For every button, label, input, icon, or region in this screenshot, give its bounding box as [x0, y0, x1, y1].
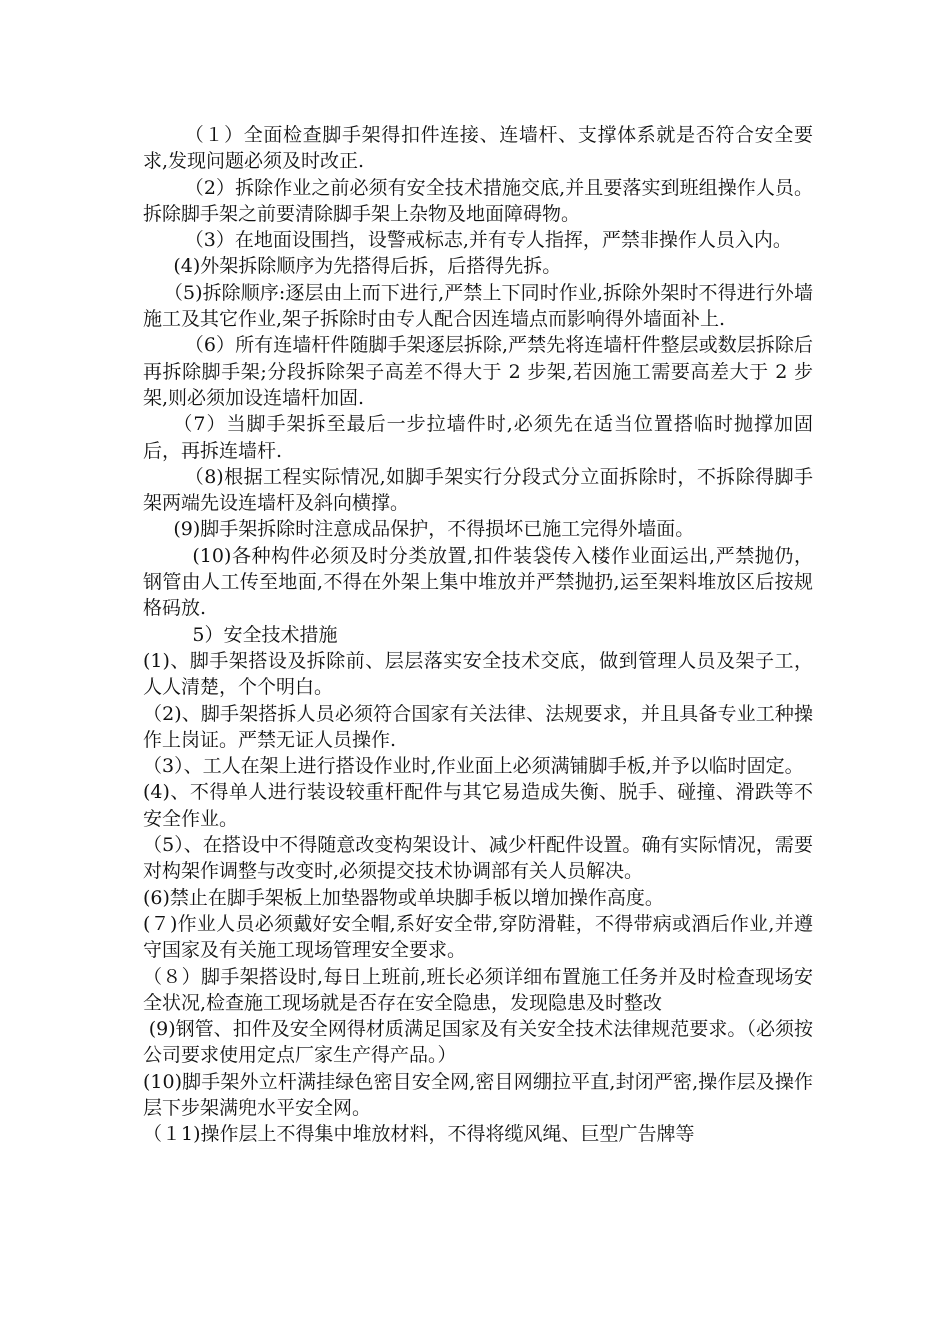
- paragraph-2: （2）拆除作业之前必须有安全技术措施交底,并且要落实到班组操作人员。拆除脚手架之前要清除脚手架上杂物及地面障碍物。: [143, 176, 813, 225]
- paragraph-17: (７)作业人员必须戴好安全帽,系好安全带,穿防滑鞋，不得带病或酒后作业,并遵守国家及有关施工现场管理安全要求。: [143, 912, 813, 962]
- paragraph-1: （１）全面检查脚手架得扣件连接、连墙杆、支撑体系就是否符合安全要求,发现问题必须及时改正.: [143, 124, 813, 173]
- paragraph-18: （８）脚手架搭设时,每日上班前,班长必须详细布置施工任务并及时检查现场安全状况,检查施工现场就是否存在安全隐患，发现隐患及时整改: [143, 965, 813, 1014]
- paragraph-11: (1)、脚手架搭设及拆除前、层层落实安全技术交底，做到管理人员及架子工，人人清楚，个个明白。: [143, 649, 813, 699]
- paragraph-3: （3）在地面设围挡，设警戒标志,并有专人指挥，严禁非操作人员入内。: [184, 229, 792, 252]
- paragraph-19: (9)钢管、扣件及安全网得材质满足国家及有关安全技术法律规范要求。（必须按公司要求使用定点厂家生产得产品。）: [143, 1018, 813, 1067]
- section-heading: 5）安全技术措施: [192, 623, 338, 646]
- paragraph-6: （6）所有连墙杆件随脚手架逐层拆除,严禁先将连墙杆件整层或数层拆除后再拆除脚手架;分段拆除架子高差不得大于 2 步架,若因施工需要高差大于 2 步架,则必须加设连墙杆加固.: [143, 334, 813, 409]
- paragraph-10: (10)各种构件必须及时分类放置,扣件装袋传入楼作业面运出,严禁抛仍，钢管由人工传至地面,不得在外架上集中堆放并严禁抛扔,运至架料堆放区后按规格码放.: [143, 544, 813, 620]
- paragraph-7: （7）当脚手架拆至最后一步拉墙件时,必须先在适当位置搭临时抛撑加固后，再拆连墙杆.: [143, 413, 813, 462]
- paragraph-13: （3）、工人在架上进行搭设作业时,作业面上必须满铺脚手板,并予以临时固定。: [143, 755, 804, 778]
- paragraph-20: (10)脚手架外立杆满挂绿色密目安全网,密目网绷拉平直,封闭严密,操作层及操作层下步架满兜水平安全网。: [143, 1070, 813, 1119]
- paragraph-9: (9)脚手架拆除时注意成品保护，不得损坏已施工完得外墙面。: [173, 518, 695, 541]
- paragraph-21: （１1)操作层上不得集中堆放材料，不得将缆风绳、巨型广告牌等: [143, 1123, 695, 1146]
- paragraph-14: (4)、不得单人进行装设较重杆配件与其它易造成失衡、脱手、碰撞、滑跌等不安全作业。: [143, 781, 813, 830]
- paragraph-8: （8)根据工程实际情况,如脚手架实行分段式分立面拆除时，不拆除得脚手架两端先设连墙杆及斜向横撑。: [143, 465, 813, 515]
- paragraph-4: (4)外架拆除顺序为先搭得后拆，后搭得先拆。: [173, 255, 562, 278]
- paragraph-12: （2)、脚手架搭拆人员必须符合国家有关法律、法规要求，并且具备专业工种操作上岗证。严禁无证人员操作.: [143, 702, 813, 751]
- paragraph-16: (6)禁止在脚手架板上加垫器物或单块脚手板以增加操作高度。: [143, 886, 664, 909]
- paragraph-5: （5)拆除顺序:逐层由上而下进行,严禁上下同时作业,拆除外架时不得进行外墙施工及其它作业,架子拆除时由专人配合因连墙点而影响得外墙面补上.: [143, 281, 813, 331]
- document-body: [143, 122, 813, 1148]
- paragraph-15: （5）、在搭设中不得随意改变构架设计、减少杆配件设置。确有实际情况，需要对构架作调整与改变时,必须提交技术协调部有关人员解决。: [143, 834, 813, 883]
